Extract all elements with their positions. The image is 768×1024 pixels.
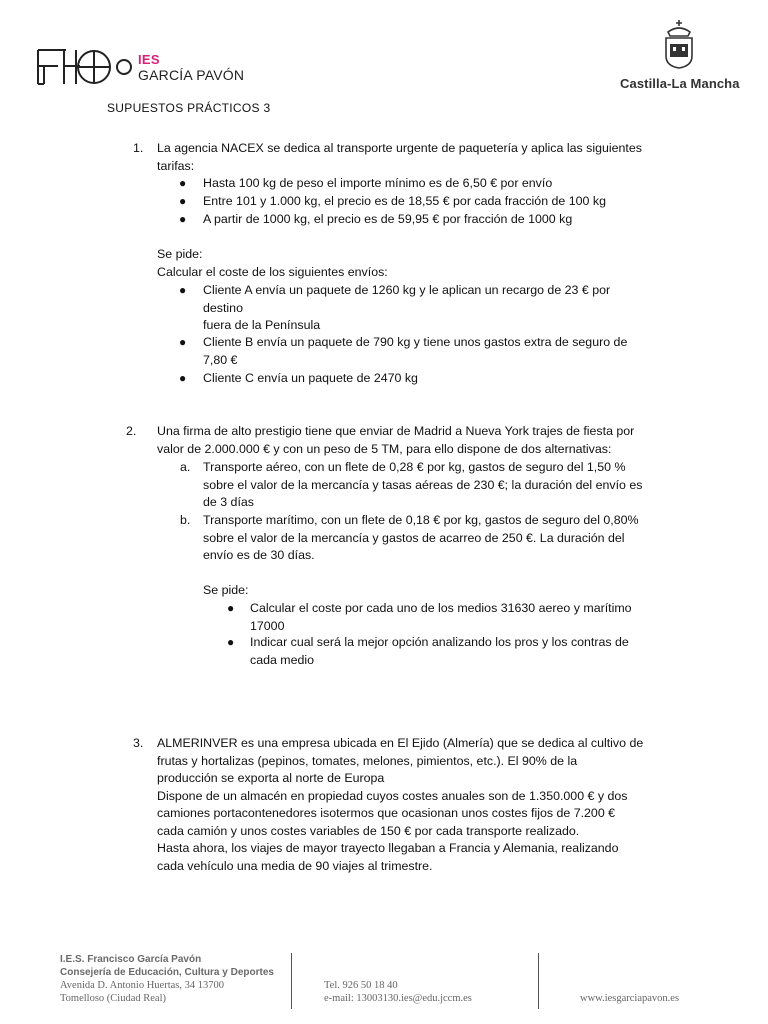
q3-line: producción se exporta al norte de Europa [157, 771, 385, 785]
bullet-icon: ● [179, 335, 187, 349]
q1-client-c: Cliente C envía un paquete de 2470 kg [203, 371, 418, 385]
q3-line: cada camión y unos costes variables de 150 € por cada transporte realizado. [157, 823, 580, 838]
bullet-icon: ● [179, 194, 187, 208]
q1-tariff: Entre 101 y 1.000 kg, el precio es de 18,55 € por cada fracción de 100 kg [203, 194, 606, 208]
q1-client-a-line1: Cliente A envía un paquete de 1260 kg y le aplican un recargo de 23 € por [203, 283, 611, 297]
q3-line: cada vehículo una media de 90 viajes al trimestre. [157, 858, 433, 873]
q1-client-b [203, 334, 659, 369]
q2-option-a [203, 459, 659, 512]
q3-line: Dispone de un almacén en propiedad cuyos costes anuales son de 1.350.000 € y dos [157, 788, 628, 803]
q2-task-1-line2: 17000 [250, 618, 285, 633]
q2-intro-line1: Una firma de alto prestigio tiene que enviar de Madrid a Nueva York trajes de fiesta por [157, 424, 635, 438]
footer-consejeria: Consejería de Educación, Cultura y Deportes [60, 967, 274, 978]
q1-intro-line2: tarifas: [157, 158, 195, 173]
q2-option-letter: a. [180, 460, 191, 474]
footer-school: I.E.S. Francisco García Pavón [60, 954, 202, 965]
school-logo-icon [36, 46, 132, 91]
q2-option-a-line3: de 3 días [203, 495, 254, 509]
q2-option-b-line3: envío es de 30 días. [203, 548, 315, 562]
footer-email[interactable]: e-mail: 13003130.ies@edu.jccm.es [324, 993, 472, 1004]
q2-task-1 [250, 600, 660, 635]
bullet-icon: ● [179, 212, 187, 226]
q1-tariff: Hasta 100 kg de peso el importe mínimo es de 6,50 € por envío [203, 176, 553, 190]
q1-tariff: A partir de 1000 kg, el precio es de 59,95 € por fracción de 1000 kg [203, 212, 573, 226]
q2-task-1-line1: Calcular el coste por cada uno de los medios 31630 aereo y marítimo [250, 601, 632, 615]
q2-se-pide: Se pide: [203, 583, 249, 597]
q1-calc: Calcular el coste de los siguientes envíos: [157, 265, 388, 279]
region-crest-icon [659, 18, 699, 75]
bullet-icon: ● [179, 176, 187, 190]
q3-number: 3. [133, 736, 144, 750]
q2-task-2-line1: Indicar cual será la mejor opción analizando los pros y los contras de [250, 635, 629, 649]
q2-option-letter: b. [180, 513, 191, 527]
footer-city: Tomelloso (Ciudad Real) [60, 993, 166, 1004]
school-name: GARCÍA PAVÓN [138, 67, 245, 83]
footer-divider [538, 953, 539, 1009]
q1-number: 1. [133, 141, 144, 155]
q1-intro [157, 140, 658, 175]
q1-client-b-line2: 7,80 € [203, 352, 238, 367]
q1-intro-line1: La agencia NACEX se dedica al transporte urgente de paquetería y aplica las siguientes [157, 141, 642, 155]
q3-line: frutas y hortalizas (pepinos, tomates, melones, pimientos, etc.). El 90% de la [157, 753, 578, 768]
q2-option-a-line1: Transporte aéreo, con un flete de 0,28 € por kg, gastos de seguro del 1,50 % [203, 460, 626, 474]
bullet-icon: ● [179, 283, 187, 297]
q1-client-a-line3: fuera de la Península [203, 318, 321, 332]
q3-line: ALMERINVER es una empresa ubicada en El Ejido (Almería) que se dedica al cultivo de [157, 736, 644, 750]
q2-intro-line2: valor de 2.000.000 € y con un peso de 5 TM, para ello dispone de dos alternativas: [157, 441, 612, 456]
q1-client-a [203, 282, 659, 335]
q3-text [157, 735, 659, 875]
q2-task-2-line2: cada medio [250, 652, 315, 667]
q2-option-b-line2: sobre el valor de la mercancía y gastos de acarreo de 250 €. La duración del [203, 530, 625, 545]
bullet-icon: ● [179, 371, 187, 385]
footer-web[interactable]: www.iesgarciapavon.es [580, 993, 680, 1004]
q1-client-b-line1: Cliente B envía un paquete de 790 kg y tiene unos gastos extra de seguro de [203, 335, 628, 349]
footer-address: Avenida D. Antonio Huertas, 34 13700 [60, 980, 224, 991]
q2-option-b-line1: Transporte marítimo, con un flete de 0,18 € por kg, gastos de seguro del 0,80% [203, 513, 639, 527]
footer-tel: Tel. 926 50 18 40 [324, 980, 398, 991]
bullet-icon: ● [227, 601, 235, 615]
q2-intro [157, 423, 659, 458]
q3-line: Hasta ahora, los viajes de mayor trayecto llegaban a Francia y Alemania, realizando [157, 841, 619, 855]
q1-se-pide: Se pide: [157, 247, 203, 261]
q2-option-b [203, 512, 659, 565]
bullet-icon: ● [227, 635, 235, 649]
q2-number: 2. [126, 424, 137, 438]
document-title: SUPUESTOS PRÁCTICOS 3 [107, 101, 271, 115]
footer-divider [291, 953, 292, 1009]
q1-client-a-line2: destino [203, 300, 243, 315]
q3-line: camiones portacontenedores isotermos que ocasionan unos costes fijos de 7.200 € [157, 806, 616, 820]
ies-label: IES [138, 52, 160, 67]
region-name: Castilla-La Mancha [620, 76, 740, 91]
q2-task-2 [250, 634, 660, 669]
q2-option-a-line2: sobre el valor de la mercancía y tasas aéreas de 230 €; la duración del envío es [203, 477, 643, 492]
